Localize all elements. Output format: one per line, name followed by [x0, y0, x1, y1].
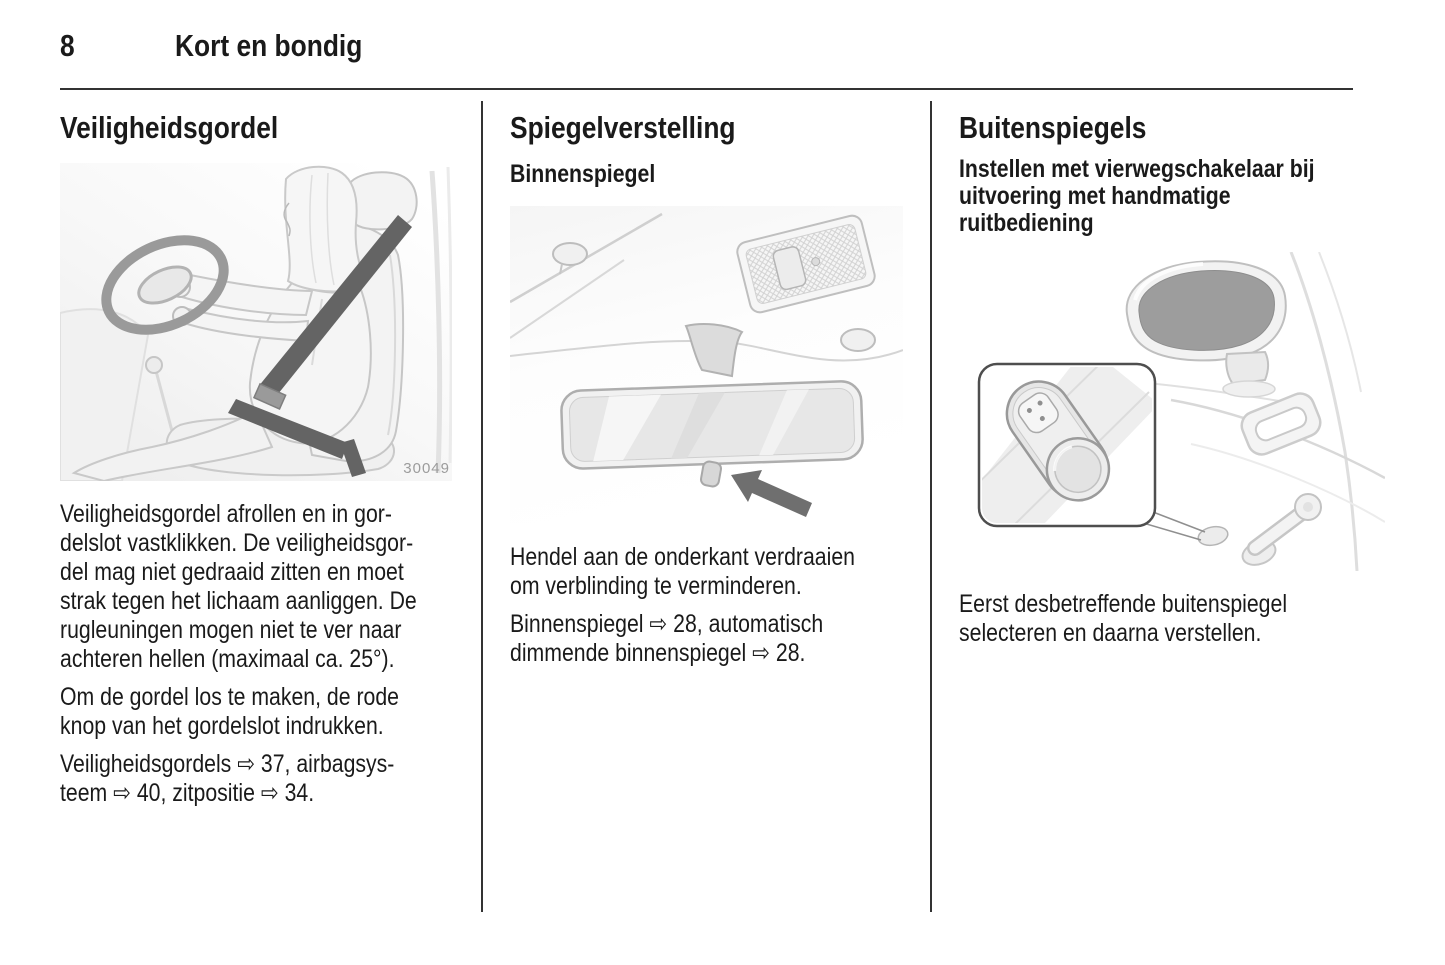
- exterior-mirror-illustration: [959, 252, 1385, 571]
- paragraph-cross-references: [60, 750, 460, 808]
- column-divider-2: [930, 101, 932, 912]
- paragraph: [510, 543, 910, 601]
- body-line: Veiligheidsgordels ⇨ 37, airbagsys-: [60, 750, 395, 778]
- interior-mirror-body-text: [510, 543, 910, 677]
- body-line: om verblinding te verminderen.: [510, 572, 802, 600]
- column-divider-1: [481, 101, 483, 912]
- subsection-heading-four-way-switch: [959, 156, 1377, 237]
- body-line: Om de gordel los te maken, de rode: [60, 683, 400, 711]
- body-line: selecteren en daarna verstellen.: [959, 619, 1262, 647]
- anti-glare-lever: [700, 461, 722, 488]
- rearview-mirror: [561, 381, 864, 469]
- section-heading-exterior-mirrors: Buitenspiegels: [959, 110, 1147, 145]
- body-line: teem ⇨ 40, zitpositie ⇨ 34.: [60, 779, 315, 807]
- subheading-line: Instellen met vierwegschakelaar bij: [959, 155, 1315, 183]
- exterior-mirror-body-text: [959, 590, 1385, 657]
- seatbelt-body-text: [60, 500, 460, 817]
- seatbelt-illustration: [60, 163, 452, 481]
- page-number: 8: [60, 28, 75, 63]
- body-line: knop van het gordelslot indrukken.: [60, 712, 384, 740]
- body-line: rugleuningen mogen niet te ver naar: [60, 616, 402, 644]
- paragraph: [60, 683, 460, 741]
- body-line: delslot vastklikken. De veiligheidsgor-: [60, 529, 414, 557]
- paragraph-cross-references: [510, 610, 910, 668]
- mirror-foot: [1226, 352, 1268, 384]
- exterior-mirror-figure: [959, 252, 1385, 571]
- visor-clip: [841, 329, 875, 351]
- body-line: del mag niet gedraaid zitten en moet: [60, 558, 404, 586]
- subsection-heading-interior-mirror: Binnenspiegel: [510, 160, 656, 188]
- body-line: Veiligheidsgordel afrollen en in gor-: [60, 500, 392, 528]
- chapter-title: Kort en bondig: [175, 28, 363, 63]
- subheading-line: ruitbediening: [959, 209, 1094, 237]
- body-line: Binnenspiegel ⇨ 28, automatisch: [510, 610, 824, 638]
- interior-mirror-illustration: [510, 206, 903, 524]
- visor-clip: [553, 243, 587, 265]
- section-heading-seatbelt: Veiligheidsgordel: [60, 110, 279, 145]
- interior-mirror-figure: [510, 206, 903, 524]
- figure-caption: 30049: [403, 460, 450, 477]
- seatbelt-figure: [60, 163, 452, 481]
- mirror-glass: [1139, 271, 1275, 351]
- subheading-line: uitvoering met handmatige: [959, 182, 1231, 210]
- header-rule: [60, 88, 1353, 90]
- paragraph: [60, 500, 460, 674]
- body-line: Eerst desbetreffende buitenspiegel: [959, 590, 1288, 618]
- section-heading-mirror-adjustment: Spiegelverstelling: [510, 110, 736, 145]
- body-line: strak tegen het lichaam aanliggen. De: [60, 587, 417, 615]
- paragraph: [959, 590, 1385, 648]
- body-line: dimmende binnenspiegel ⇨ 28.: [510, 639, 806, 667]
- body-line: achteren hellen (maximaal ca. 25°).: [60, 645, 395, 673]
- body-line: Hendel aan de onderkant verdraaien: [510, 543, 855, 571]
